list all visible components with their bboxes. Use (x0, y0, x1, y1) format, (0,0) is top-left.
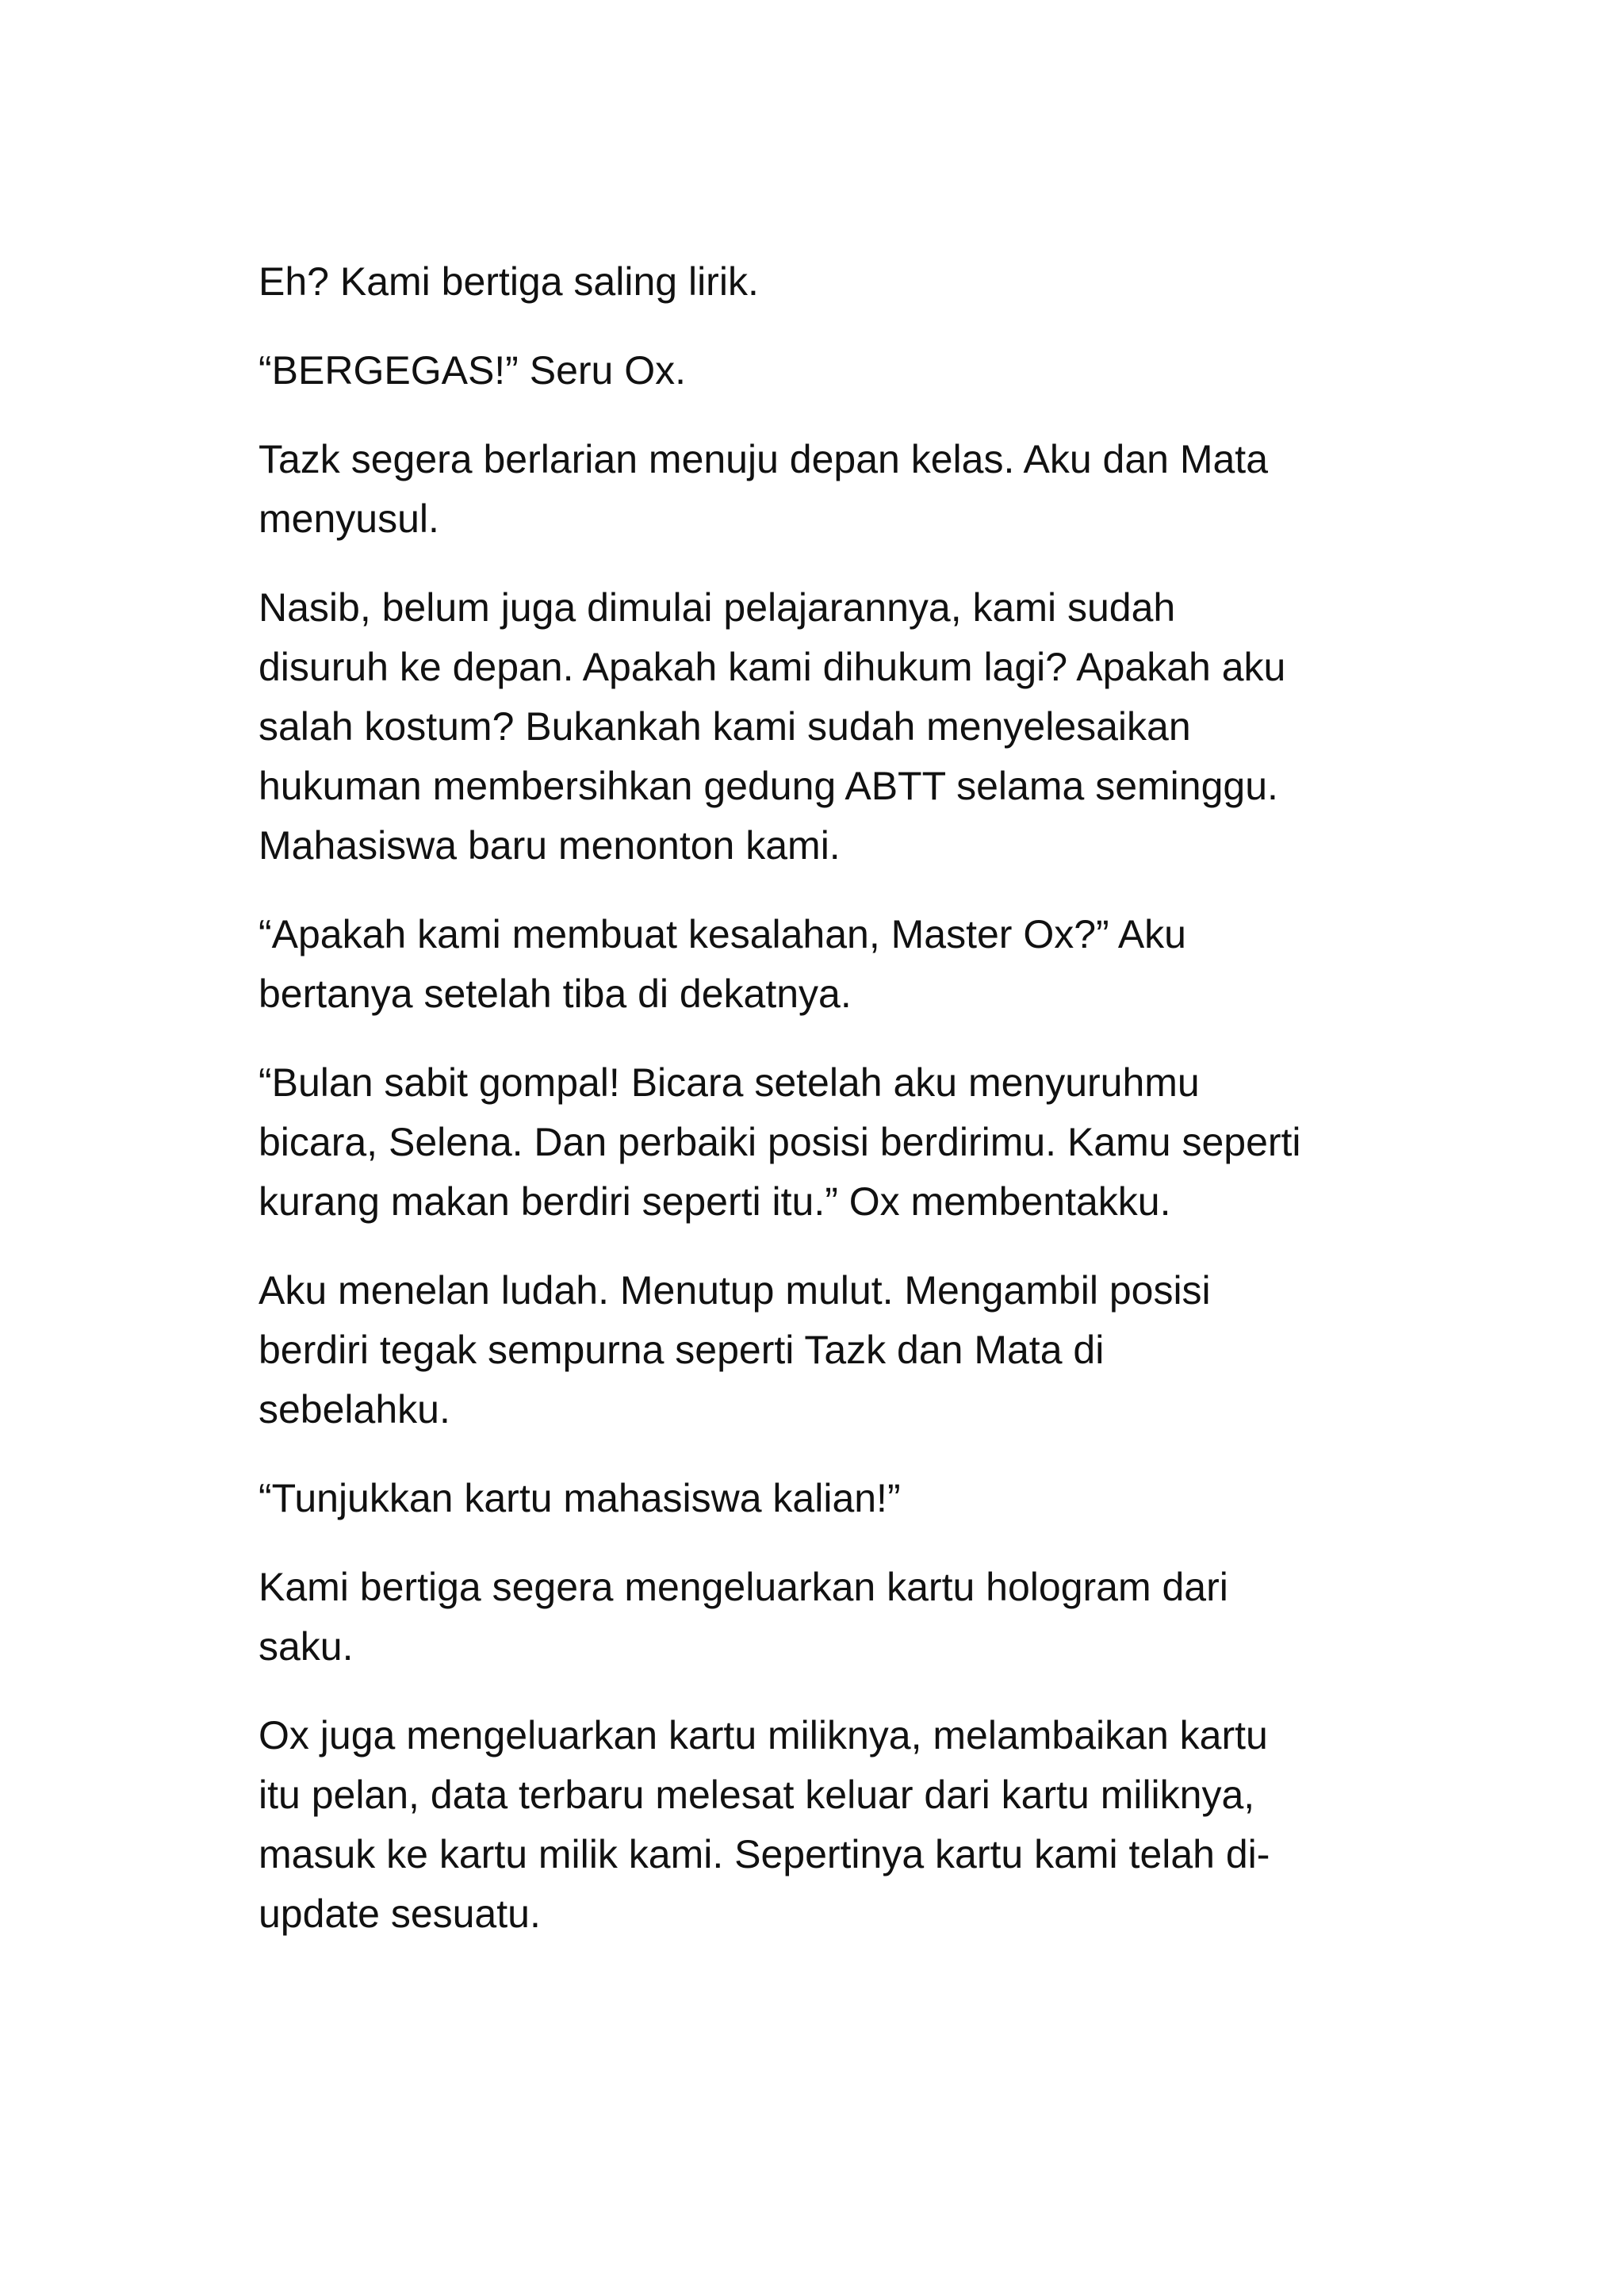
paragraph-4: Nasib, belum juga dimulai pelajarannya, kami sudah disuruh ke depan. Apakah kami dihukum lagi? Apakah aku salah kostum? Bukankah kami sudah menyelesaikan hukuman membersihkan gedung ABTT selama seminggu. Mahasiswa baru menonton kami. (259, 585, 1286, 868)
paragraph-2: “BERGEGAS!” Seru Ox. (259, 348, 687, 393)
paragraph-1: Eh? Kami bertiga saling lirik. (259, 259, 759, 304)
paragraph-10: Ox juga mengeluarkan kartu miliknya, melambaikan kartu itu pelan, data terbaru melesat keluar dari kartu miliknya, masuk ke kartu milik kami. Sepertinya kartu kami telah di- update sesuatu. (259, 1713, 1270, 1936)
paragraph-6: “Bulan sabit gompal! Bicara setelah aku menyuruhmu bicara, Selena. Dan perbaiki posisi berdirimu. Kamu seperti kurang makan berdiri seperti itu.” Ox membentakku. (259, 1060, 1301, 1224)
paragraph-3: Tazk segera berlarian menuju depan kelas. Aku dan Mata menyusul. (259, 437, 1268, 541)
paragraph-7: Aku menelan ludah. Menutup mulut. Mengambil posisi berdiri tegak sempurna seperti Tazk dan Mata di sebelahku. (259, 1268, 1211, 1432)
paragraph-8: “Tunjukkan kartu mahasiswa kalian!” (259, 1476, 901, 1520)
paragraph-5: “Apakah kami membuat kesalahan, Master Ox?” Aku bertanya setelah tiba di dekatnya. (259, 912, 1186, 1016)
body-text (259, 252, 1385, 1973)
paragraph-9: Kami bertiga segera mengeluarkan kartu hologram dari saku. (259, 1565, 1228, 1669)
